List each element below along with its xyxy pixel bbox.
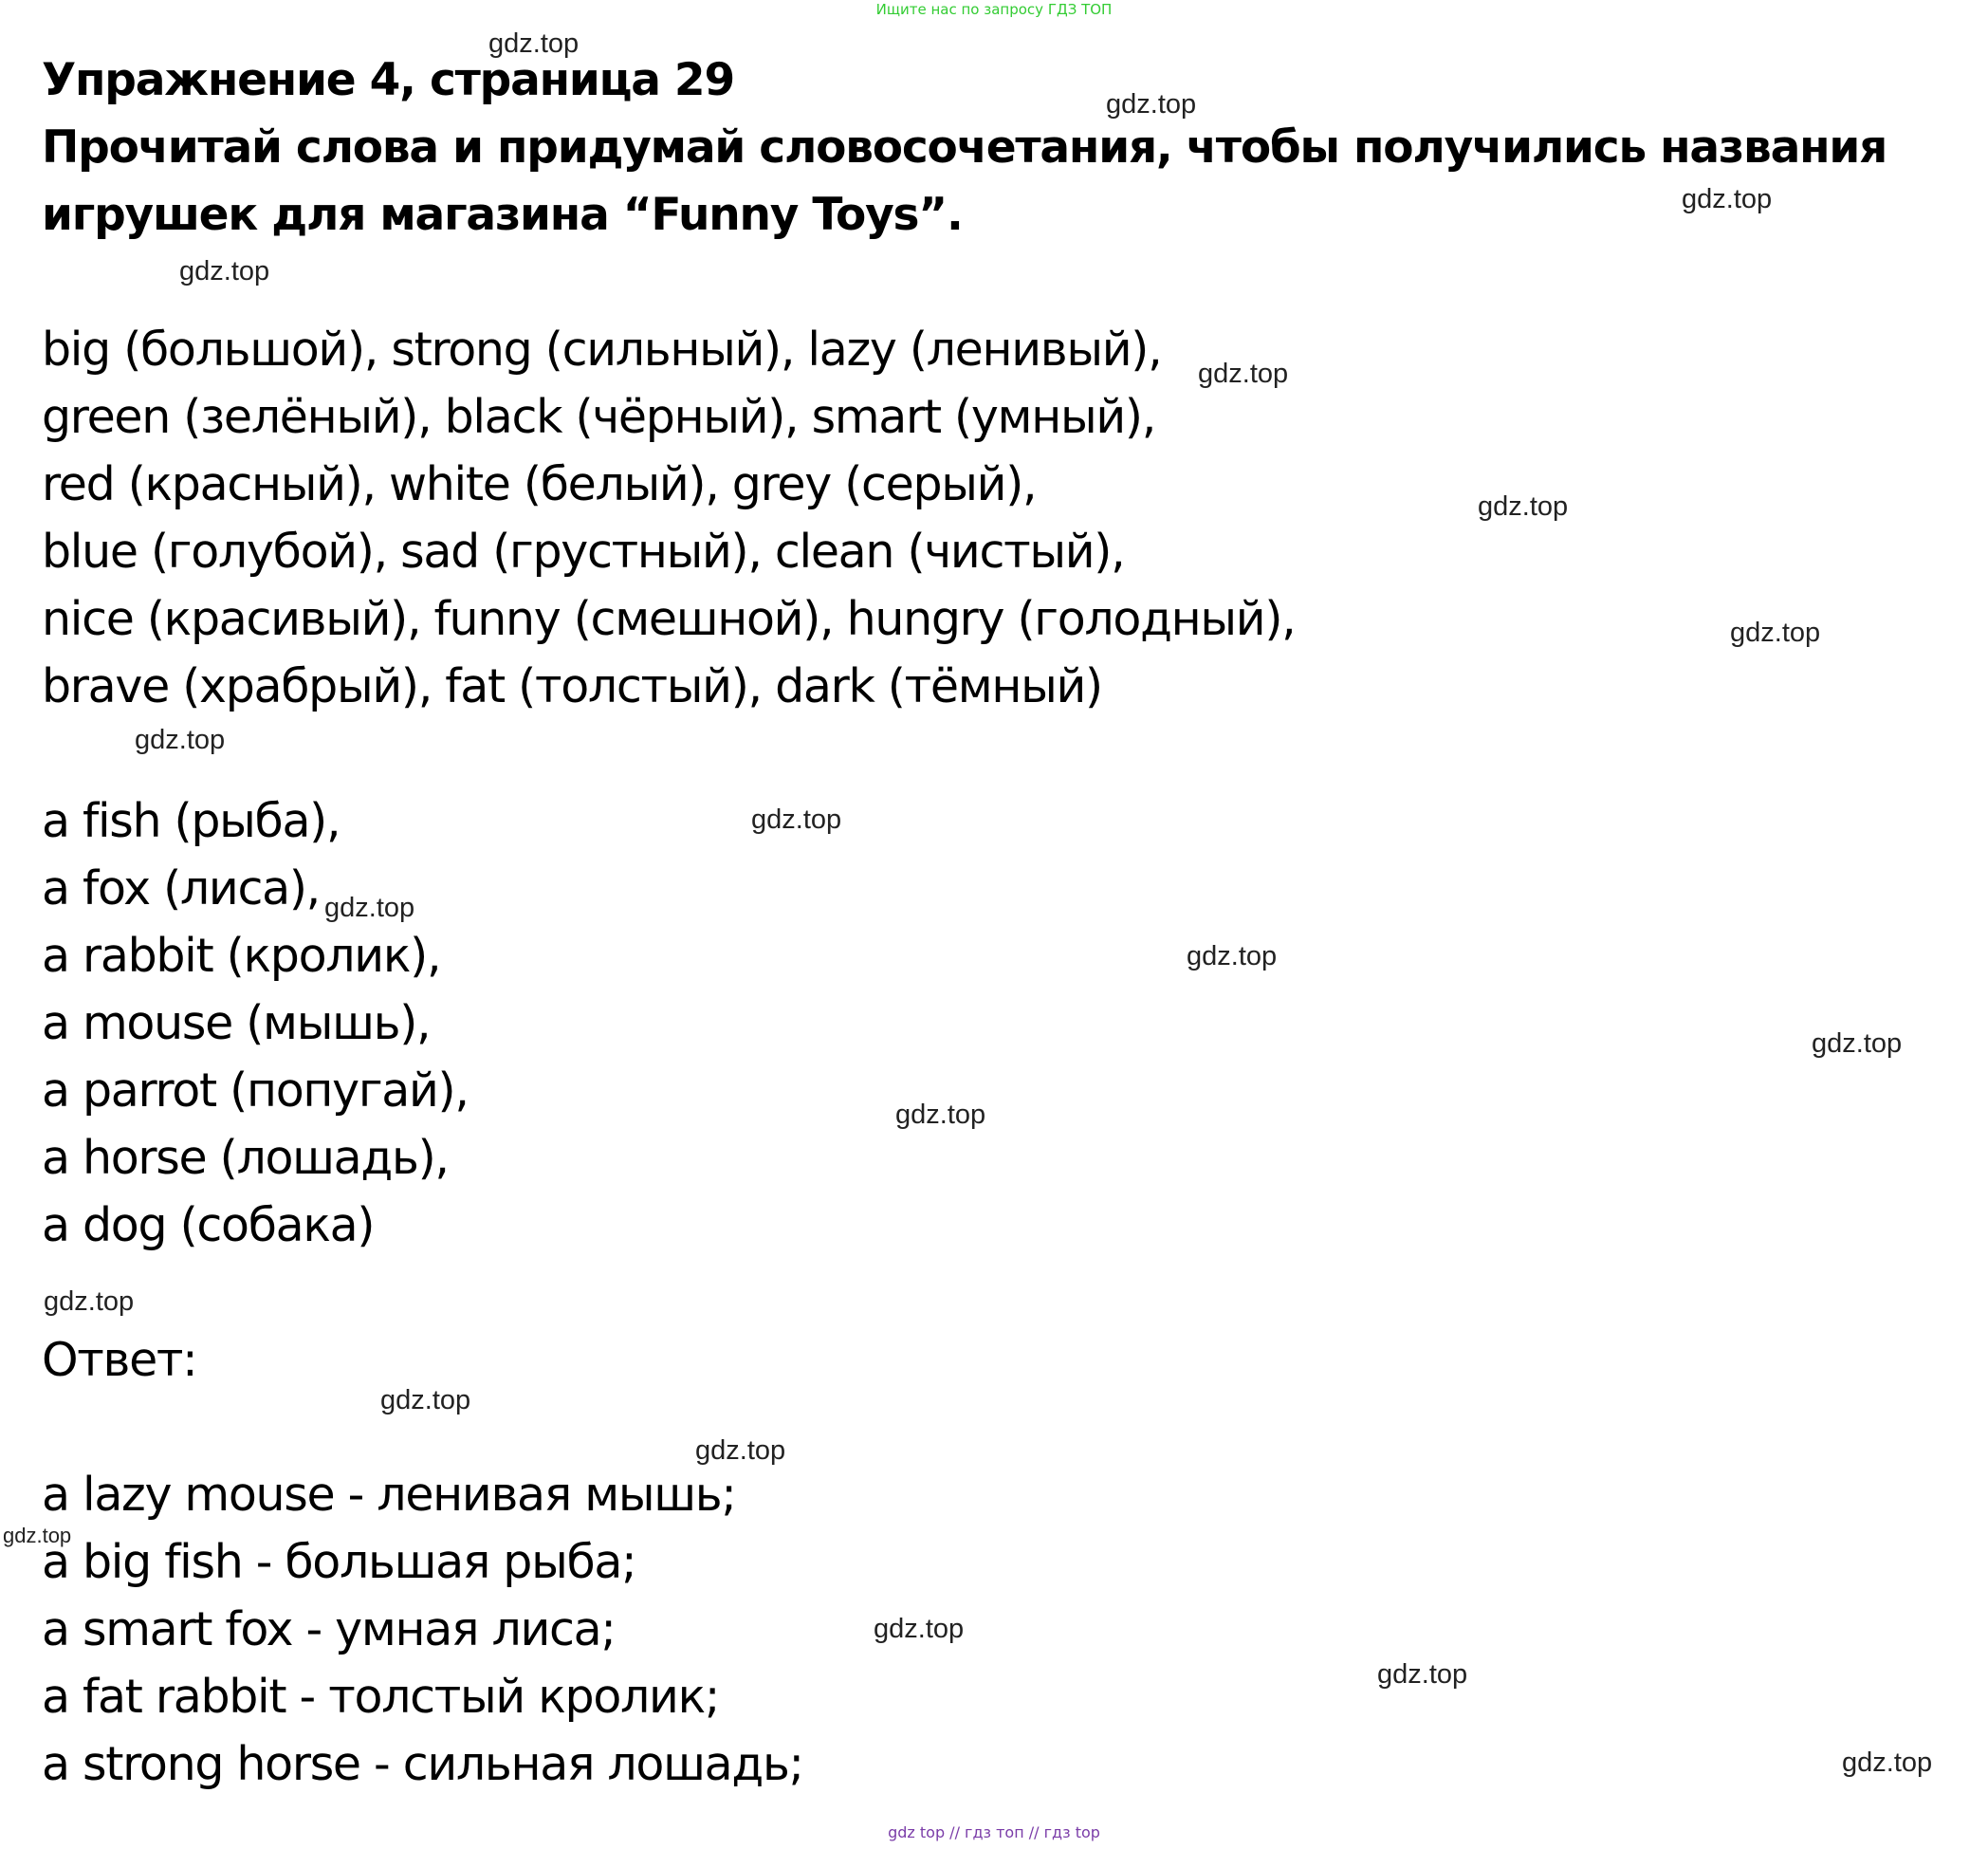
watermark: gdz.top (1682, 184, 1773, 214)
watermark: gdz.top (324, 893, 415, 923)
watermark: gdz.top (488, 28, 580, 59)
adjective-line: big (большой), strong (сильный), lazy (ленивый), (42, 323, 1162, 377)
noun-line: a dog (собака) (42, 1198, 375, 1252)
noun-line: a parrot (попугай), (42, 1063, 469, 1118)
footer-links: gdz top // гдз топ // гдз top (888, 1823, 1100, 1841)
noun-line: a fish (рыба), (42, 794, 341, 848)
adjective-line: nice (красивый), funny (смешной), hungry (голодный), (42, 592, 1296, 646)
watermark: gdz.top (44, 1286, 135, 1317)
watermark: gdz.top (874, 1614, 965, 1644)
answer-label: Ответ: (42, 1333, 197, 1387)
answer-line: a smart fox - умная лиса; (42, 1602, 616, 1656)
watermark: gdz.top (1812, 1028, 1903, 1059)
watermark: gdz.top (135, 725, 226, 755)
watermark: gdz.top (1106, 89, 1197, 120)
adjective-line: red (красный), white (белый), grey (серый), (42, 457, 1037, 511)
adjective-line: blue (голубой), sad (грустный), clean (чистый), (42, 525, 1125, 579)
watermark: gdz.top (751, 804, 842, 835)
watermark: gdz.top (1842, 1747, 1933, 1778)
watermark: gdz.top (3, 1524, 72, 1547)
watermark: gdz.top (1198, 359, 1289, 389)
noun-line: a rabbit (кролик), (42, 929, 441, 983)
answer-line: a lazy mouse - ленивая мышь; (42, 1468, 736, 1522)
task-text-line-1: Прочитай слова и придумай словосочетания, чтобы получились названия (42, 121, 1887, 174)
noun-line: a horse (лошадь), (42, 1131, 449, 1185)
watermark: gdz.top (1730, 618, 1821, 648)
watermark: gdz.top (695, 1435, 786, 1466)
search-banner: Ищите нас по запросу ГДЗ ТОП (875, 1, 1113, 18)
watermark: gdz.top (1187, 941, 1278, 971)
answer-line: a big fish - большая рыба; (42, 1535, 636, 1589)
noun-line: a fox (лиса), (42, 861, 320, 915)
adjective-line: green (зелёный), black (чёрный), smart (умный), (42, 390, 1155, 444)
answer-line: a fat rabbit - толстый кролик; (42, 1670, 720, 1724)
watermark: gdz.top (1478, 491, 1569, 522)
watermark: gdz.top (179, 256, 270, 287)
task-text-line-2: игрушек для магазина “Funny Toys”. (42, 189, 963, 241)
adjective-line: brave (храбрый), fat (толстый), dark (тёмный) (42, 659, 1102, 713)
watermark: gdz.top (1377, 1659, 1468, 1690)
answer-line: a strong horse - сильная лошадь; (42, 1737, 803, 1791)
watermark: gdz.top (895, 1100, 986, 1130)
exercise-title: Упражнение 4, страница 29 (42, 54, 734, 106)
noun-line: a mouse (мышь), (42, 996, 431, 1050)
watermark: gdz.top (380, 1385, 471, 1415)
